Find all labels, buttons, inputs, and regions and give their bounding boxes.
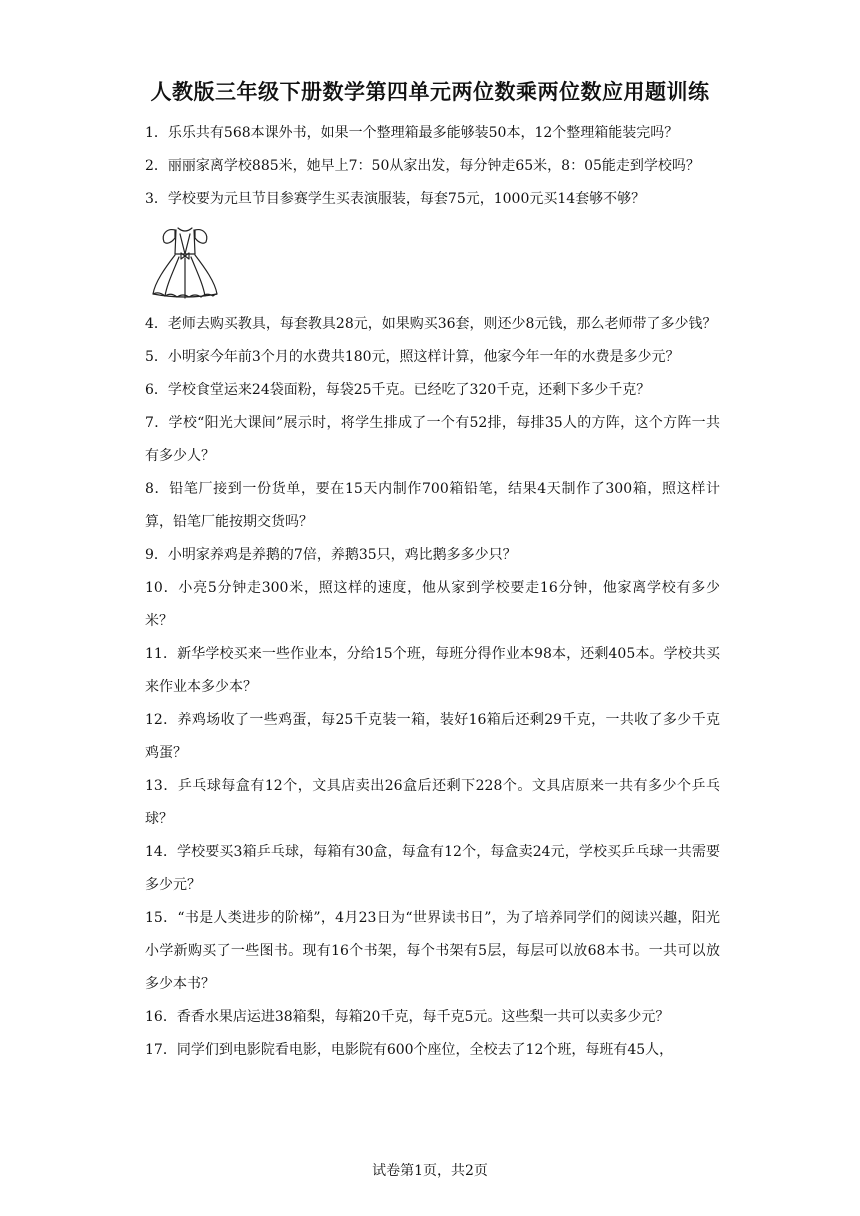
page-title: 人教版三年级下册数学第四单元两位数乘两位数应用题训练 bbox=[150, 79, 710, 104]
question-3: 3．学校要为元旦节目参赛学生买表演服装，每套75元，1000元买14套够不够？ bbox=[145, 191, 646, 207]
page-footer: 试卷第1页，共2页 bbox=[372, 1163, 488, 1179]
question-15: 15．“书是人类进步的阶梯”，4月23日为“世界读书日”，为了培养同学们的阅读兴趣，阳光小学新购买了一些图书。现有16个书架，每个书架有5层，每层可以放68本书。一共可以放多少本书？ bbox=[145, 910, 720, 992]
question-9: 9．小明家养鸡是养鹅的7倍，养鹅35只，鸡比鹅多多少只？ bbox=[145, 547, 517, 563]
question-2: 2．丽丽家离学校885米，她早上7：50从家出发，每分钟走65米，8：05能走到学校吗？ bbox=[145, 158, 700, 174]
question-17: 17．同学们到电影院看电影，电影院有600个座位，全校去了12个班，每班有45人， bbox=[145, 1042, 674, 1058]
question-13: 13．乒乓球每盒有12个，文具店卖出26盒后还剩下228个。文具店原来一共有多少个乒乓球？ bbox=[145, 778, 720, 827]
question-1: 1．乐乐共有568本课外书，如果一个整理箱最多能够装50本，12个整理箱能装完吗？ bbox=[145, 125, 679, 141]
question-6: 6．学校食堂运来24袋面粉，每袋25千克。已经吃了320千克，还剩下多少千克？ bbox=[145, 382, 651, 398]
question-4: 4．老师去购买教具，每套教具28元，如果购买36套，则还少8元钱，那么老师带了多少钱？ bbox=[145, 316, 717, 332]
question-14: 14．学校要买3箱乒乓球，每箱有30盒，每盒有12个，每盒卖24元，学校买乒乓球一共需要多少元？ bbox=[145, 844, 720, 893]
question-16: 16．香香水果店运进38箱梨，每箱20千克，每千克5元。这些梨一共可以卖多少元？ bbox=[145, 1009, 670, 1025]
dress-icon bbox=[145, 220, 225, 300]
dress-illustration bbox=[145, 220, 225, 300]
question-7: 7．学校“阳光大课间”展示时，将学生排成了一个有52排，每排35人的方阵，这个方阵一共有多少人？ bbox=[145, 415, 720, 464]
question-list bbox=[145, 117, 720, 1067]
question-12: 12．养鸡场收了一些鸡蛋，每25千克装一箱，装好16箱后还剩29千克，一共收了多少千克鸡蛋？ bbox=[145, 712, 720, 761]
question-10: 10．小亮5分钟走300米，照这样的速度，他从家到学校要走16分钟，他家离学校有多少米？ bbox=[145, 580, 720, 629]
question-8: 8．铅笔厂接到一份货单，要在15天内制作700箱铅笔，结果4天制作了300箱，照这样计算，铅笔厂能按期交货吗？ bbox=[145, 481, 720, 530]
question-11: 11．新华学校买来一些作业本，分给15个班，每班分得作业本98本，还剩405本。学校共买来作业本多少本？ bbox=[145, 646, 720, 695]
question-5: 5．小明家今年前3个月的水费共180元，照这样计算，他家今年一年的水费是多少元？ bbox=[145, 349, 680, 365]
